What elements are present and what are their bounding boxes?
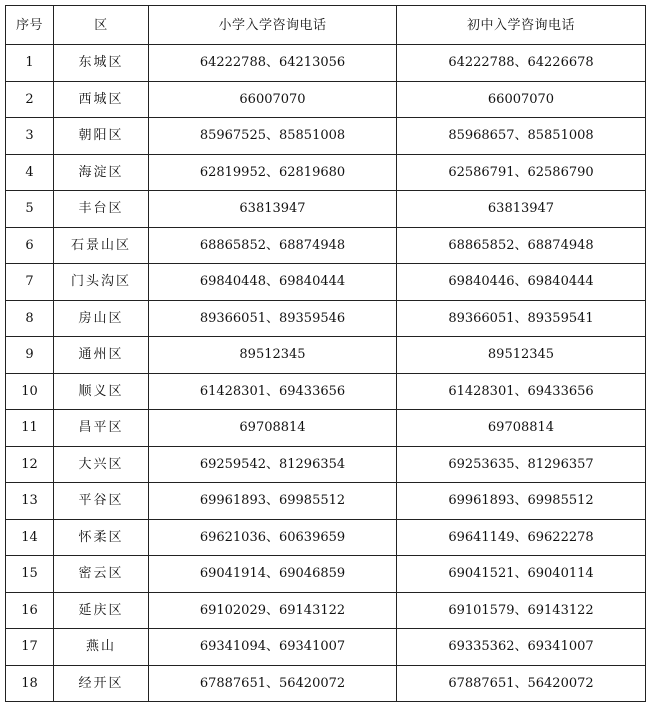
cell-seq: 5 — [6, 191, 54, 228]
table-row — [6, 264, 646, 301]
table-row — [6, 410, 646, 447]
cell-district: 燕山 — [54, 629, 149, 666]
cell-middle-phone: 62586791、62586790 — [397, 154, 646, 191]
cell-seq: 7 — [6, 264, 54, 301]
cell-middle-phone: 69253635、81296357 — [397, 446, 646, 483]
cell-middle-phone: 61428301、69433656 — [397, 373, 646, 410]
cell-primary-phone: 61428301、69433656 — [149, 373, 397, 410]
cell-district: 延庆区 — [54, 592, 149, 629]
header-seq: 序号 — [6, 6, 54, 45]
cell-seq: 4 — [6, 154, 54, 191]
cell-primary-phone: 63813947 — [149, 191, 397, 228]
cell-district: 密云区 — [54, 556, 149, 593]
cell-district: 丰台区 — [54, 191, 149, 228]
cell-middle-phone: 68865852、68874948 — [397, 227, 646, 264]
cell-seq: 13 — [6, 483, 54, 520]
cell-primary-phone: 64222788、64213056 — [149, 45, 397, 82]
cell-district: 朝阳区 — [54, 118, 149, 155]
table-row — [6, 81, 646, 118]
enrollment-phone-table — [5, 5, 646, 702]
header-middle-phone: 初中入学咨询电话 — [397, 6, 646, 45]
cell-primary-phone: 68865852、68874948 — [149, 227, 397, 264]
cell-primary-phone: 85967525、85851008 — [149, 118, 397, 155]
header-primary-phone: 小学入学咨询电话 — [149, 6, 397, 45]
cell-district: 通州区 — [54, 337, 149, 374]
cell-district: 怀柔区 — [54, 519, 149, 556]
table-row — [6, 519, 646, 556]
cell-seq: 6 — [6, 227, 54, 264]
cell-seq: 3 — [6, 118, 54, 155]
cell-district: 西城区 — [54, 81, 149, 118]
cell-district: 东城区 — [54, 45, 149, 82]
cell-middle-phone: 67887651、56420072 — [397, 665, 646, 702]
table-row — [6, 629, 646, 666]
cell-middle-phone: 69708814 — [397, 410, 646, 447]
table-row — [6, 556, 646, 593]
cell-primary-phone: 69840448、69840444 — [149, 264, 397, 301]
table-row — [6, 373, 646, 410]
cell-middle-phone: 64222788、64226678 — [397, 45, 646, 82]
cell-seq: 16 — [6, 592, 54, 629]
table-body — [6, 45, 646, 702]
cell-seq: 10 — [6, 373, 54, 410]
cell-seq: 18 — [6, 665, 54, 702]
cell-seq: 11 — [6, 410, 54, 447]
table-row — [6, 118, 646, 155]
cell-middle-phone: 69041521、69040114 — [397, 556, 646, 593]
header-district: 区 — [54, 6, 149, 45]
cell-middle-phone: 69335362、69341007 — [397, 629, 646, 666]
table-row — [6, 227, 646, 264]
cell-primary-phone: 69621036、60639659 — [149, 519, 397, 556]
cell-seq: 9 — [6, 337, 54, 374]
cell-district: 顺义区 — [54, 373, 149, 410]
cell-middle-phone: 69641149、69622278 — [397, 519, 646, 556]
cell-middle-phone: 69101579、69143122 — [397, 592, 646, 629]
cell-primary-phone: 69708814 — [149, 410, 397, 447]
cell-seq: 1 — [6, 45, 54, 82]
cell-district: 昌平区 — [54, 410, 149, 447]
cell-middle-phone: 89366051、89359541 — [397, 300, 646, 337]
cell-district: 海淀区 — [54, 154, 149, 191]
cell-district: 平谷区 — [54, 483, 149, 520]
cell-primary-phone: 89512345 — [149, 337, 397, 374]
table-row — [6, 483, 646, 520]
table-row — [6, 337, 646, 374]
cell-middle-phone: 63813947 — [397, 191, 646, 228]
cell-seq: 17 — [6, 629, 54, 666]
cell-primary-phone: 69961893、69985512 — [149, 483, 397, 520]
cell-primary-phone: 69102029、69143122 — [149, 592, 397, 629]
table-row — [6, 665, 646, 702]
cell-district: 经开区 — [54, 665, 149, 702]
table-row — [6, 300, 646, 337]
cell-seq: 2 — [6, 81, 54, 118]
table-row — [6, 154, 646, 191]
table-row — [6, 45, 646, 82]
cell-seq: 14 — [6, 519, 54, 556]
cell-primary-phone: 66007070 — [149, 81, 397, 118]
table-row — [6, 191, 646, 228]
cell-middle-phone: 89512345 — [397, 337, 646, 374]
cell-middle-phone: 69961893、69985512 — [397, 483, 646, 520]
table-row — [6, 592, 646, 629]
cell-middle-phone: 69840446、69840444 — [397, 264, 646, 301]
cell-seq: 12 — [6, 446, 54, 483]
cell-middle-phone: 85968657、85851008 — [397, 118, 646, 155]
cell-middle-phone: 66007070 — [397, 81, 646, 118]
cell-primary-phone: 62819952、62819680 — [149, 154, 397, 191]
cell-seq: 15 — [6, 556, 54, 593]
cell-district: 石景山区 — [54, 227, 149, 264]
cell-primary-phone: 89366051、89359546 — [149, 300, 397, 337]
table-row — [6, 446, 646, 483]
cell-primary-phone: 69259542、81296354 — [149, 446, 397, 483]
cell-district: 房山区 — [54, 300, 149, 337]
cell-primary-phone: 67887651、56420072 — [149, 665, 397, 702]
cell-seq: 8 — [6, 300, 54, 337]
cell-primary-phone: 69041914、69046859 — [149, 556, 397, 593]
cell-district: 大兴区 — [54, 446, 149, 483]
table-header-row — [6, 6, 646, 45]
cell-district: 门头沟区 — [54, 264, 149, 301]
cell-primary-phone: 69341094、69341007 — [149, 629, 397, 666]
